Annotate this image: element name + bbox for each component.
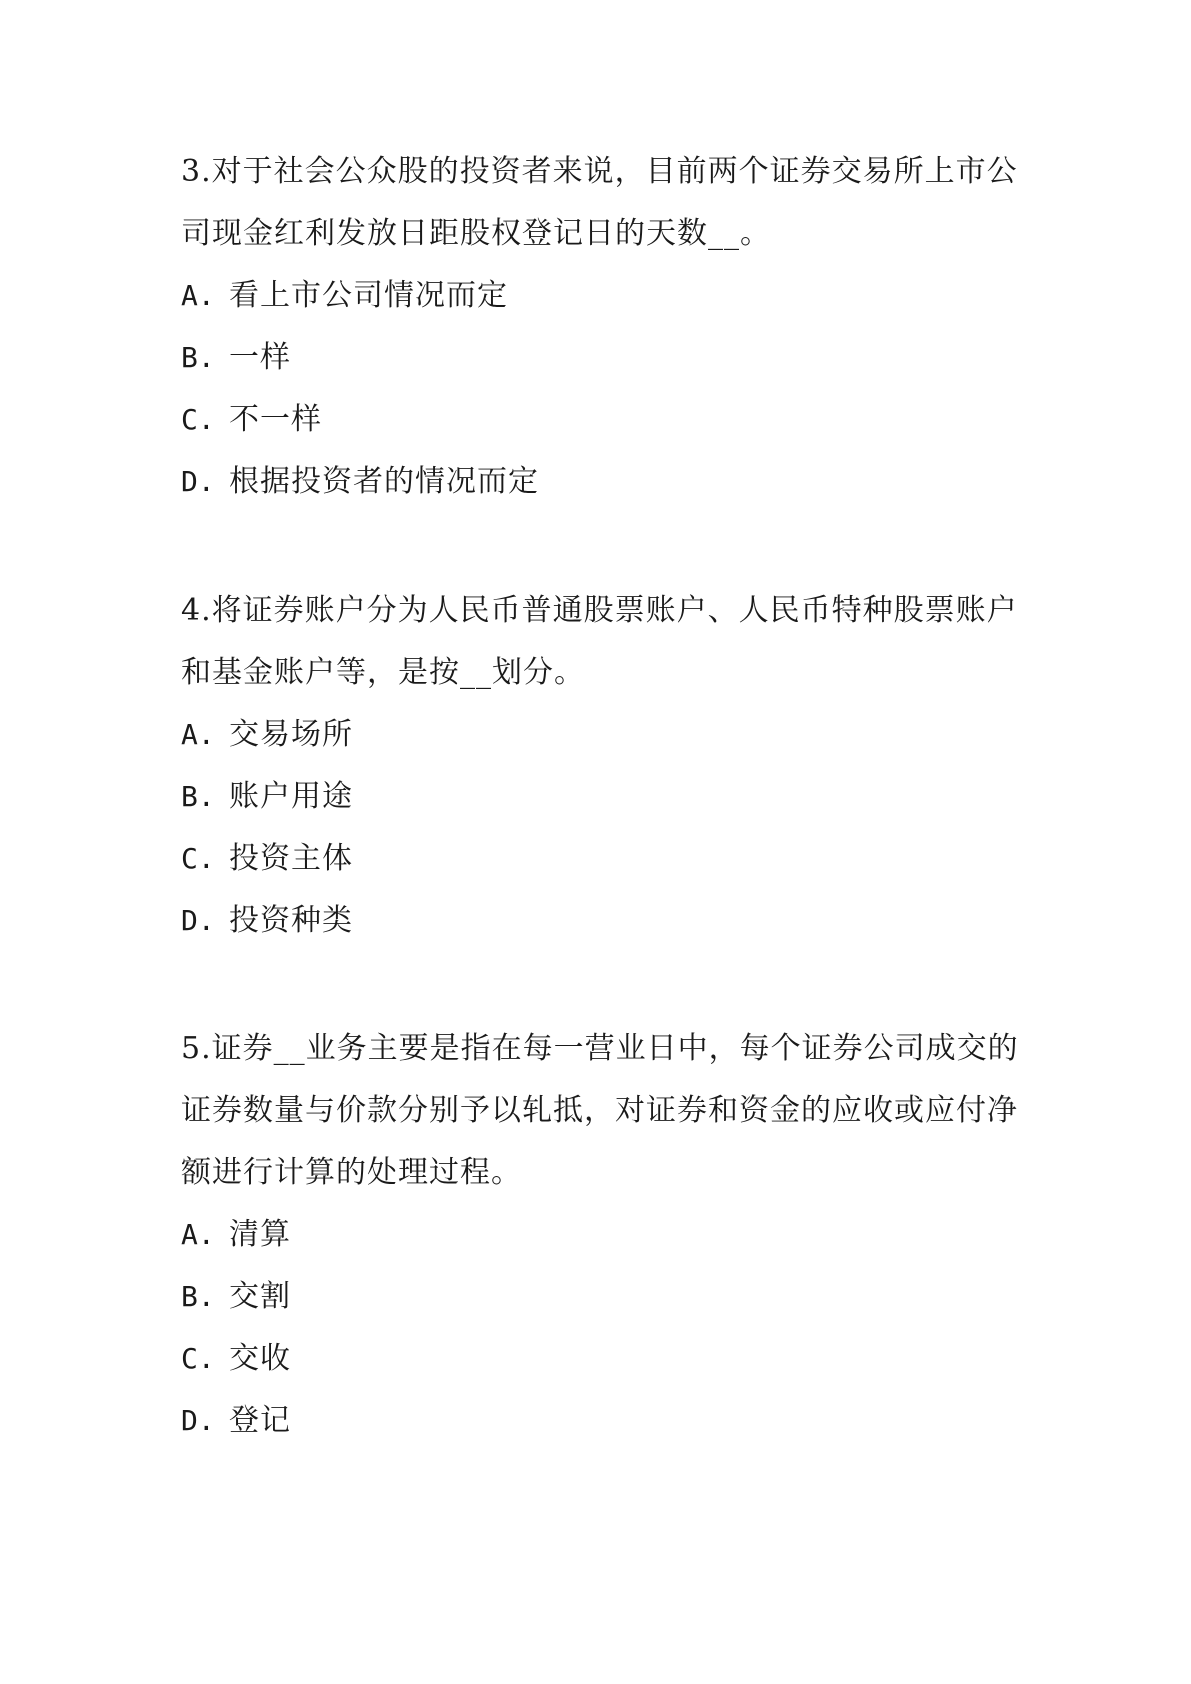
option-text: 交割 <box>229 1279 291 1314</box>
option-b <box>181 766 1021 828</box>
question-stem: 3.对于社会公众股的投资者来说，目前两个证券交易所上市公司现金红利发放日距股权登记日的天数__。 <box>181 154 1018 251</box>
option-d <box>181 1390 1021 1452</box>
option-letter: A. <box>181 1218 215 1251</box>
question-stem: 4.将证券账户分为人民币普通股票账户、人民币特种股票账户和基金账户等，是按__划分。 <box>181 593 1018 690</box>
option-c <box>181 1328 1021 1390</box>
option-letter: C. <box>181 1342 215 1375</box>
option-letter: B. <box>181 780 215 813</box>
option-list <box>181 704 1021 952</box>
option-text: 登记 <box>229 1403 291 1438</box>
option-text: 投资种类 <box>229 903 353 938</box>
option-a <box>181 265 1021 327</box>
question-stem: 5.证券__业务主要是指在每一营业日中，每个证券公司成交的证券数量与价款分别予以轧抵，对证券和资金的应收或应付净额进行计算的处理过程。 <box>181 1031 1019 1190</box>
option-d <box>181 890 1021 952</box>
option-letter: C. <box>181 842 215 875</box>
option-list <box>181 1204 1021 1452</box>
option-b <box>181 1266 1021 1328</box>
option-letter: B. <box>181 341 215 374</box>
option-b <box>181 327 1021 389</box>
option-letter: C. <box>181 403 215 436</box>
option-text: 清算 <box>229 1217 291 1252</box>
option-letter: A. <box>181 279 215 312</box>
option-text: 交收 <box>229 1341 291 1376</box>
option-list <box>181 265 1021 513</box>
option-c <box>181 828 1021 890</box>
question-4 <box>181 580 1021 952</box>
option-letter: D. <box>181 1404 215 1437</box>
option-text: 看上市公司情况而定 <box>229 278 508 313</box>
option-text: 根据投资者的情况而定 <box>229 464 539 499</box>
option-a <box>181 1204 1021 1266</box>
question-5 <box>181 1018 1021 1452</box>
option-d <box>181 451 1021 513</box>
option-letter: D. <box>181 465 215 498</box>
option-letter: B. <box>181 1280 215 1313</box>
option-text: 账户用途 <box>229 779 353 814</box>
option-letter: D. <box>181 904 215 937</box>
option-text: 一样 <box>229 340 291 375</box>
option-text: 投资主体 <box>229 841 353 876</box>
option-c <box>181 389 1021 451</box>
option-text: 交易场所 <box>229 717 353 752</box>
option-a <box>181 704 1021 766</box>
question-3 <box>181 141 1021 513</box>
option-text: 不一样 <box>229 402 322 437</box>
option-letter: A. <box>181 718 215 751</box>
